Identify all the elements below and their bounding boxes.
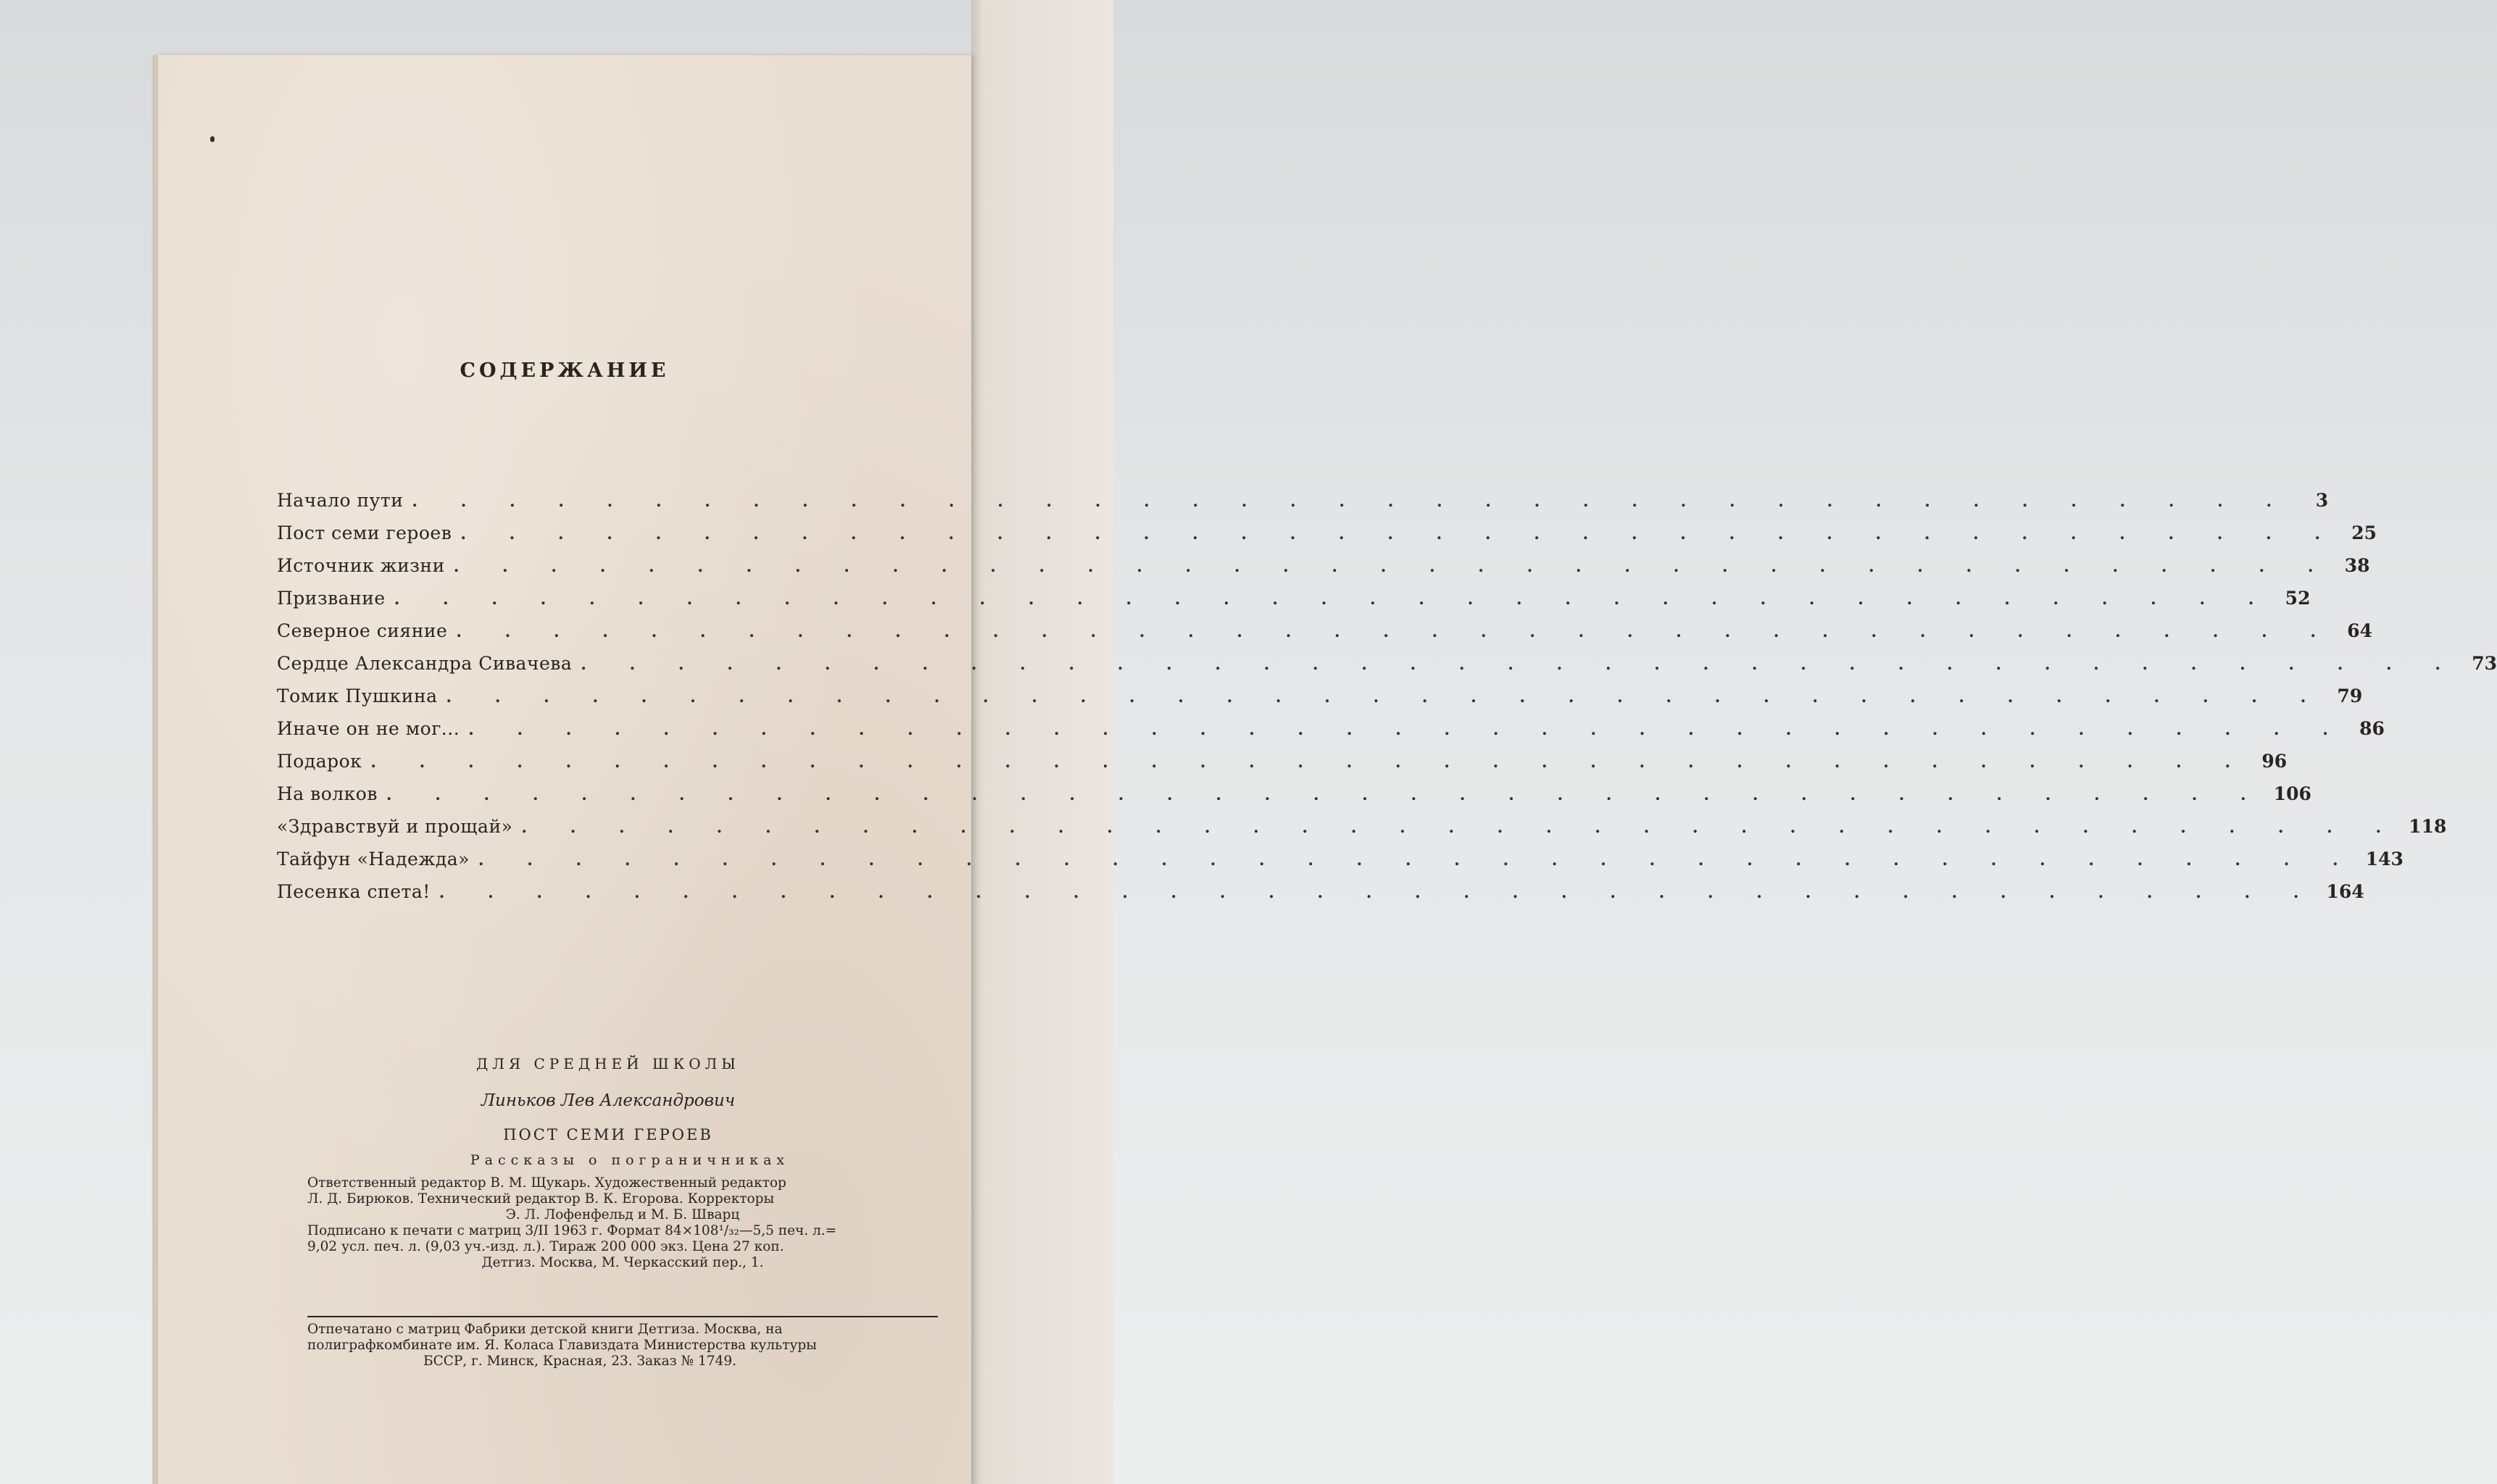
toc-entry-page: 143 bbox=[2365, 849, 2403, 870]
credits-line: 9,02 усл. печ. л. (9,03 уч.-изд. л.). Тираж 200 000 экз. Цена 27 коп. bbox=[307, 1239, 784, 1254]
toc-entry-page: 73 bbox=[2472, 653, 2497, 674]
toc-leader-dots: . . . . . . . . . . . . . . . . . . . . . . . . . . . . . . . . . . . . . . . bbox=[370, 753, 2250, 772]
facing-page bbox=[971, 0, 1113, 1484]
toc-entry-title: «Здравствуй и прощай» bbox=[277, 816, 513, 837]
toc-leader-dots: . . . . . . . . . . . . . . . . . . . . . . . . . . . . . . . . . . . . . . . bbox=[394, 590, 2273, 609]
toc-leader-dots: . . . . . . . . . . . . . . . . . . . . . . . . . . . . . . . . . . . . . . . bbox=[456, 622, 2335, 641]
toc-entry bbox=[277, 816, 2447, 841]
toc-entry-page: 106 bbox=[2273, 783, 2311, 804]
toc-entry-page: 118 bbox=[2409, 816, 2447, 837]
credits-line: Подписано к печати с матриц 3/II 1963 г. Формат 84×108¹/₃₂—5,5 печ. л.= bbox=[307, 1223, 837, 1238]
toc-entry-title: На волков bbox=[277, 783, 378, 804]
toc-entry bbox=[277, 555, 2370, 580]
divider-rule bbox=[307, 1316, 938, 1317]
toc-entry-title: Призвание bbox=[277, 588, 386, 609]
toc-entry-page: 86 bbox=[2359, 718, 2385, 739]
toc-entry bbox=[277, 620, 2373, 645]
page-stack-edge bbox=[152, 55, 158, 1484]
toc-entry bbox=[277, 718, 2385, 743]
toc-entry-page: 96 bbox=[2261, 751, 2288, 772]
printer-line: Отпечатано с матриц Фабрики детской книги Детгиза. Москва, на bbox=[307, 1322, 783, 1337]
toc-heading: СОДЕРЖАНИЕ bbox=[460, 359, 670, 382]
audience-label: ДЛЯ СРЕДНЕЙ ШКОЛЫ bbox=[476, 1055, 740, 1072]
toc-entry-title: Подарок bbox=[277, 751, 362, 772]
toc-entry-title: Северное сияние bbox=[277, 620, 448, 641]
book-page bbox=[158, 55, 2497, 1484]
author-name: Линьков Лев Александрович bbox=[481, 1091, 736, 1110]
credits-block bbox=[307, 1175, 938, 1271]
toc-entry bbox=[277, 588, 2311, 612]
toc-leader-dots: . . . . . . . . . . . . . . . . . . . . . . . . . . . . . . . . . . . . . . . bbox=[386, 785, 2265, 804]
toc-entry-title: Тайфун «Надежда» bbox=[277, 849, 470, 870]
book-subtitle: Рассказы о пограничниках bbox=[470, 1152, 790, 1168]
toc-entry-title: Источник жизни bbox=[277, 555, 445, 576]
toc-leader-dots: . . . . . . . . . . . . . . . . . . . . . . . . . . . . . . . . . . . . . . . bbox=[521, 818, 2401, 837]
toc-entry-page: 79 bbox=[2337, 685, 2363, 706]
toc-leader-dots: . . . . . . . . . . . . . . . . . . . . . . . . . . . . . . . . . . . . . . . bbox=[453, 557, 2332, 576]
printer-line: полиграфкомбинате им. Я. Коласа Главиздата Министерства культуры bbox=[307, 1338, 817, 1353]
toc-entry bbox=[277, 490, 2329, 514]
toc-entry bbox=[277, 881, 2364, 906]
toc-entry-page: 38 bbox=[2344, 555, 2370, 576]
toc-entry-page: 164 bbox=[2326, 881, 2364, 902]
printer-line: БССР, г. Минск, Красная, 23. Заказ № 1749. bbox=[423, 1354, 736, 1369]
toc-entry-title: Томик Пушкина bbox=[277, 685, 438, 706]
toc-entry-title: Пост семи героев bbox=[277, 522, 452, 543]
credits-line: Л. Д. Бирюков. Технический редактор В. К. Егорова. Корректоры bbox=[307, 1191, 775, 1206]
toc-entry-title: Песенка спета! bbox=[277, 881, 431, 902]
toc-entry bbox=[277, 783, 2311, 808]
printer-block bbox=[307, 1322, 938, 1370]
toc-leader-dots: . . . . . . . . . . . . . . . . . . . . . . . . . . . . . . . . . . . . . . . bbox=[581, 655, 2460, 674]
toc-entry-title: Сердце Александра Сивачева bbox=[277, 653, 573, 674]
toc-entry bbox=[277, 522, 2377, 547]
toc-entry bbox=[277, 653, 2497, 678]
toc-entry-page: 52 bbox=[2285, 588, 2311, 609]
toc-entry-page: 3 bbox=[2315, 490, 2329, 511]
book-title: ПОСТ СЕМИ ГЕРОЕВ bbox=[503, 1126, 713, 1143]
toc-entry bbox=[277, 751, 2288, 775]
toc-entry bbox=[277, 685, 2363, 710]
toc-leader-dots: . . . . . . . . . . . . . . . . . . . . . . . . . . . . . . . . . . . . . . . bbox=[412, 492, 2291, 511]
toc-leader-dots: . . . . . . . . . . . . . . . . . . . . . . . . . . . . . . . . . . . . . . . bbox=[460, 525, 2340, 543]
toc-leader-dots: . . . . . . . . . . . . . . . . . . . . . . . . . . . . . . . . . . . . . . . bbox=[446, 688, 2325, 706]
toc-entry-page: 25 bbox=[2351, 522, 2377, 543]
toc-entry-page: 64 bbox=[2347, 620, 2373, 641]
toc-leader-dots: . . . . . . . . . . . . . . . . . . . . . . . . . . . . . . . . . . . . . . . bbox=[478, 851, 2357, 870]
toc-leader-dots: . . . . . . . . . . . . . . . . . . . . . . . . . . . . . . . . . . . . . . . bbox=[468, 720, 2347, 739]
credits-line: Э. Л. Лофенфельд и М. Б. Шварц bbox=[505, 1207, 740, 1222]
toc-entry-title: Иначе он не мог... bbox=[277, 718, 460, 739]
ink-speck bbox=[210, 136, 215, 142]
toc-entry bbox=[277, 849, 2403, 873]
toc-entry-title: Начало пути bbox=[277, 490, 404, 511]
credits-line: Детгиз. Москва, М. Черкасский пер., 1. bbox=[481, 1255, 764, 1270]
toc-leader-dots: . . . . . . . . . . . . . . . . . . . . . . . . . . . . . . . . . . . . . . . bbox=[439, 883, 2318, 902]
credits-line: Ответственный редактор В. М. Щукарь. Художественный редактор bbox=[307, 1175, 786, 1191]
